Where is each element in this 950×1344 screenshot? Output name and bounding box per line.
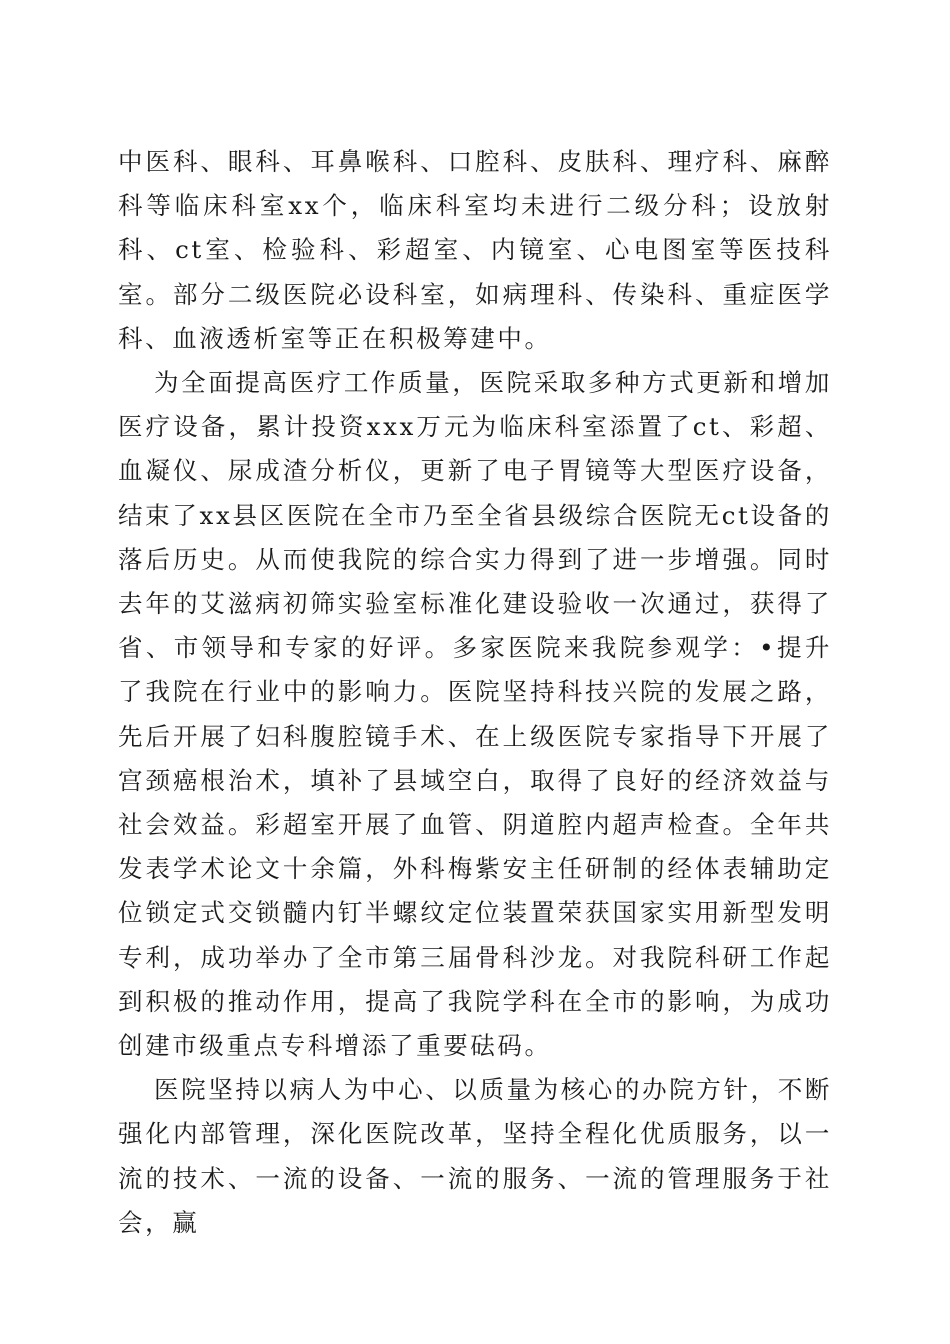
paragraph-management: 医院坚持以病人为中心、以质量为核心的办院方针，不断强化内部管理，深化医院改革，坚持全程化优质服务，以一流的技术、一流的设备、一流的服务、一流的管理服务于社会，赢 [118,1075,832,1237]
paragraph-departments: 中医科、眼科、耳鼻喉科、口腔科、皮肤科、理疗科、麻醉科等临床科室xx个，临床科室均未进行二级分科；设放射科、ct室、检验科、彩超室、内镜室、心电图室等医技科室。部分二级医院必设科室，如病理科、传染科、重症医学科、血液透析室等正在积极筹建中。 [118,147,832,353]
paragraph-equipment-research: 为全面提高医疗工作质量，医院采取多种方式更新和增加医疗设备，累计投资xxx万元为临床科室添置了ct、彩超、血凝仪、尿成渣分析仪，更新了电子胃镜等大型医疗设备，结束了xx县区医院在全市乃至全省县级综合医院无ct设备的落后历史。从而使我院的综合实力得到了进一步增强。同时去年的艾滋病初筛实验室标准化建设验收一次通过，获得了省、市领导和专家的好评。多家医院来我院参观学：•提升了我院在行业中的影响力。医院坚持科技兴院的发展之路，先后开展了妇科腹腔镜手术、在上级医院专家指导下开展了宫颈癌根治术，填补了县域空白，取得了良好的经济效益与社会效益。彩超室开展了血管、阴道腔内超声检查。全年共发表学术论文十余篇，外科梅紫安主任研制的经体表辅助定位锁定式交锁髓内钉半螺纹定位装置荣获国家实用新型发明专利，成功举办了全市第三届骨科沙龙。对我院科研工作起到积极的推动作用，提高了我院学科在全市的影响，为成功创建市级重点专科增添了重要砝码。 [118,368,832,1061]
document-body [118,140,832,1245]
